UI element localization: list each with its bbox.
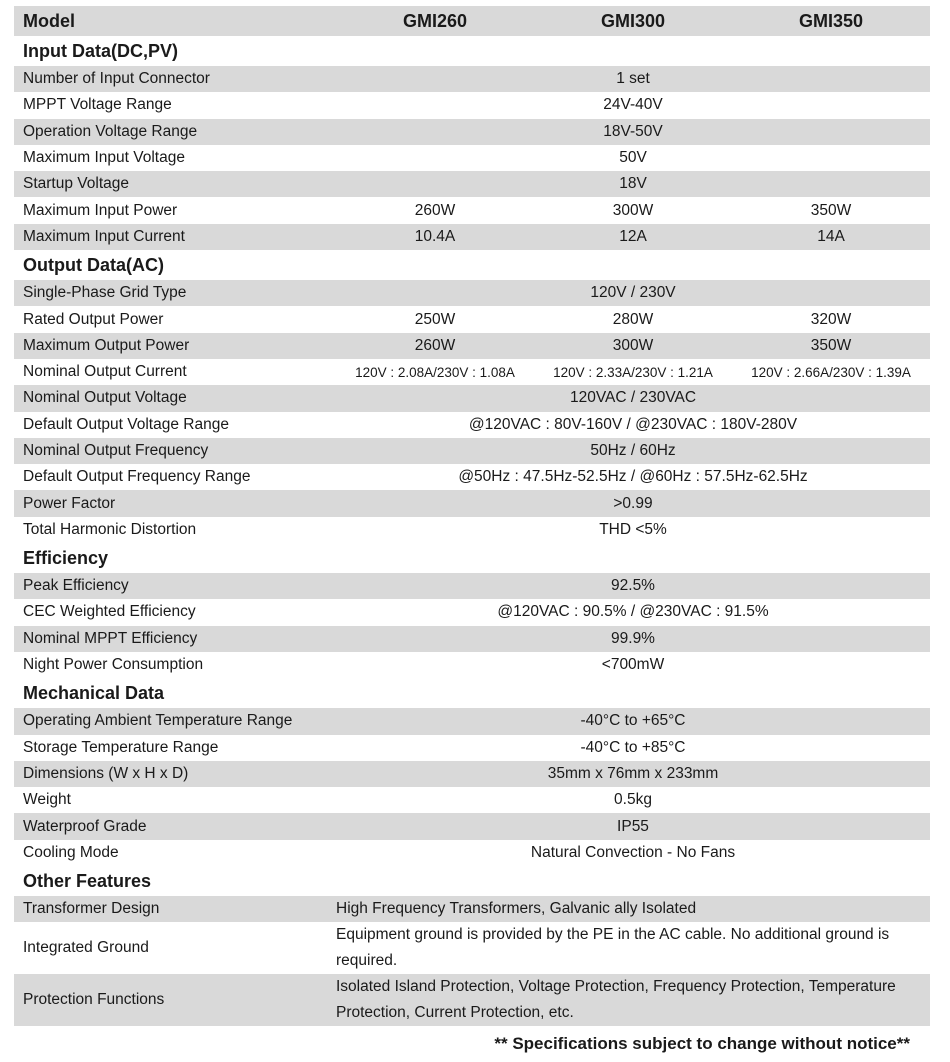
table-row <box>14 490 930 516</box>
row-label: Peak Efficiency <box>23 577 129 595</box>
row-value: @120VAC : 90.5% / @230VAC : 91.5% <box>497 603 769 621</box>
model-columns <box>336 11 930 32</box>
table-row <box>14 840 930 866</box>
row-label: Integrated Ground <box>23 939 149 957</box>
row-value: 18V <box>619 175 647 193</box>
table-row <box>14 145 930 171</box>
table-row <box>14 280 930 306</box>
row-value: 24V-40V <box>603 96 663 114</box>
row-text: High Frequency Transformers, Galvanic ally Isolated <box>336 900 697 918</box>
row-label: Dimensions (W x H x D) <box>23 764 189 782</box>
row-value: THD <5% <box>599 520 667 538</box>
row-label: Operating Ambient Temperature Range <box>23 712 293 730</box>
row-value-gmi350: 14A <box>817 227 845 245</box>
row-value: 120V / 230V <box>590 284 676 302</box>
row-model-values <box>336 228 930 246</box>
row-label: Night Power Consumption <box>23 656 204 674</box>
row-label: Nominal Output Current <box>23 363 187 381</box>
spec-table <box>14 6 930 1026</box>
section-heading <box>14 250 930 280</box>
row-value: >0.99 <box>613 494 653 512</box>
section-title: Mechanical Data <box>23 682 165 703</box>
row-label: Nominal MPPT Efficiency <box>23 629 198 647</box>
row-label: Cooling Mode <box>23 843 119 861</box>
row-label: Maximum Input Power <box>23 201 178 219</box>
row-value-gmi350: 120V : 2.66A/230V : 1.39A <box>751 364 911 380</box>
table-row <box>14 385 930 411</box>
row-value-gmi260: 260W <box>414 336 456 354</box>
row-label: Total Harmonic Distortion <box>23 520 197 538</box>
row-label: Storage Temperature Range <box>23 738 219 756</box>
row-label: Maximum Output Power <box>23 336 190 354</box>
table-row <box>14 735 930 761</box>
row-value: 120VAC / 230VAC <box>569 389 697 407</box>
row-value-gmi300: 300W <box>612 336 654 354</box>
table-row <box>14 599 930 625</box>
table-row <box>14 197 930 223</box>
table-row <box>14 761 930 787</box>
row-label: Nominal Output Frequency <box>23 442 209 459</box>
row-label: Weight <box>23 791 71 809</box>
row-value-gmi260: 10.4A <box>414 227 456 245</box>
model-gmi300-header: GMI300 <box>600 10 666 31</box>
section-heading <box>14 678 930 708</box>
table-row <box>14 224 930 250</box>
row-value: 0.5kg <box>614 791 652 809</box>
row-label: Default Output Voltage Range <box>23 415 229 433</box>
table-row <box>14 813 930 839</box>
row-value: IP55 <box>617 817 649 835</box>
row-value: 18V-50V <box>603 122 663 140</box>
section-title: Output Data(AC) <box>23 254 164 275</box>
section-heading <box>14 866 930 896</box>
section-heading <box>14 543 930 573</box>
row-value-gmi300: 280W <box>612 310 654 328</box>
row-value: -40°C to +85°C <box>580 738 686 756</box>
table-row <box>14 359 930 385</box>
table-row <box>14 333 930 359</box>
model-header-label: Model <box>23 10 75 31</box>
row-value-gmi260: 260W <box>414 201 456 219</box>
row-value-gmi350: 320W <box>810 310 852 328</box>
row-value: 50Hz / 60Hz <box>590 442 676 459</box>
table-row <box>14 626 930 652</box>
row-value: @50Hz : 47.5Hz-52.5Hz / @60Hz : 57.5Hz-62.5Hz <box>458 468 808 486</box>
row-label: Maximum Input Voltage <box>23 149 185 167</box>
table-row <box>14 438 930 464</box>
row-value-gmi350: 350W <box>810 201 852 219</box>
row-text: Isolated Island Protection, Voltage Protection, Frequency Protection, Temperature Protection, Current Protection, etc. <box>336 978 896 1022</box>
footer-note: ** Specifications subject to change without notice** <box>494 1034 910 1053</box>
table-row <box>14 412 930 438</box>
row-model-values <box>336 311 930 329</box>
table-row <box>14 66 930 92</box>
table-row <box>14 171 930 197</box>
row-label: Default Output Frequency Range <box>23 468 251 486</box>
row-label: Power Factor <box>23 494 116 512</box>
row-value: Natural Convection - No Fans <box>530 843 736 861</box>
row-value: <700mW <box>601 656 665 674</box>
table-row <box>14 974 930 1026</box>
table-row <box>14 306 930 332</box>
row-value: @120VAC : 80V-160V / @230VAC : 180V-280V <box>468 415 798 433</box>
row-value: -40°C to +65°C <box>580 712 686 730</box>
table-row <box>14 652 930 678</box>
row-label: Rated Output Power <box>23 310 164 328</box>
row-value-gmi260: 120V : 2.08A/230V : 1.08A <box>355 364 515 380</box>
row-label: Startup Voltage <box>23 175 129 193</box>
section-heading <box>14 36 930 66</box>
row-model-values <box>336 337 930 355</box>
row-model-values <box>336 202 930 220</box>
row-text: Equipment ground is provided by the PE in the AC cable. No additional ground is required. <box>336 926 890 970</box>
row-value-gmi260: 250W <box>414 310 456 328</box>
row-value-gmi300: 120V : 2.33A/230V : 1.21A <box>553 364 713 380</box>
table-row <box>14 787 930 813</box>
row-value: 35mm x 76mm x 233mm <box>547 764 719 782</box>
row-label: Transformer Design <box>23 900 160 918</box>
row-value: 92.5% <box>611 577 655 595</box>
table-row <box>14 708 930 734</box>
row-label: Number of Input Connector <box>23 70 210 88</box>
table-header-row <box>14 6 930 36</box>
table-body <box>14 36 930 1026</box>
row-label: Nominal Output Voltage <box>23 389 187 407</box>
section-title: Efficiency <box>23 547 109 568</box>
table-row <box>14 573 930 599</box>
row-value-gmi300: 12A <box>619 227 647 245</box>
row-value-gmi350: 350W <box>810 336 852 354</box>
row-value: 99.9% <box>611 629 655 647</box>
model-gmi350-header: GMI350 <box>798 10 864 31</box>
row-label: MPPT Voltage Range <box>23 96 172 114</box>
row-value: 50V <box>619 149 647 167</box>
row-label: Single-Phase Grid Type <box>23 284 187 302</box>
section-title: Input Data(DC,PV) <box>23 40 178 61</box>
table-row <box>14 517 930 543</box>
row-label: Waterproof Grade <box>23 817 147 835</box>
table-row <box>14 119 930 145</box>
row-model-values <box>336 365 930 380</box>
table-row <box>14 92 930 118</box>
model-gmi260-header: GMI260 <box>402 10 468 31</box>
row-label: CEC Weighted Efficiency <box>23 603 196 621</box>
row-label: Protection Functions <box>23 991 165 1009</box>
table-row <box>14 464 930 490</box>
row-value-gmi300: 300W <box>612 201 654 219</box>
section-title: Other Features <box>23 870 152 891</box>
table-row <box>14 922 930 974</box>
row-label: Operation Voltage Range <box>23 122 198 140</box>
row-label: Maximum Input Current <box>23 227 185 245</box>
row-value: 1 set <box>616 70 650 88</box>
table-row <box>14 896 930 922</box>
